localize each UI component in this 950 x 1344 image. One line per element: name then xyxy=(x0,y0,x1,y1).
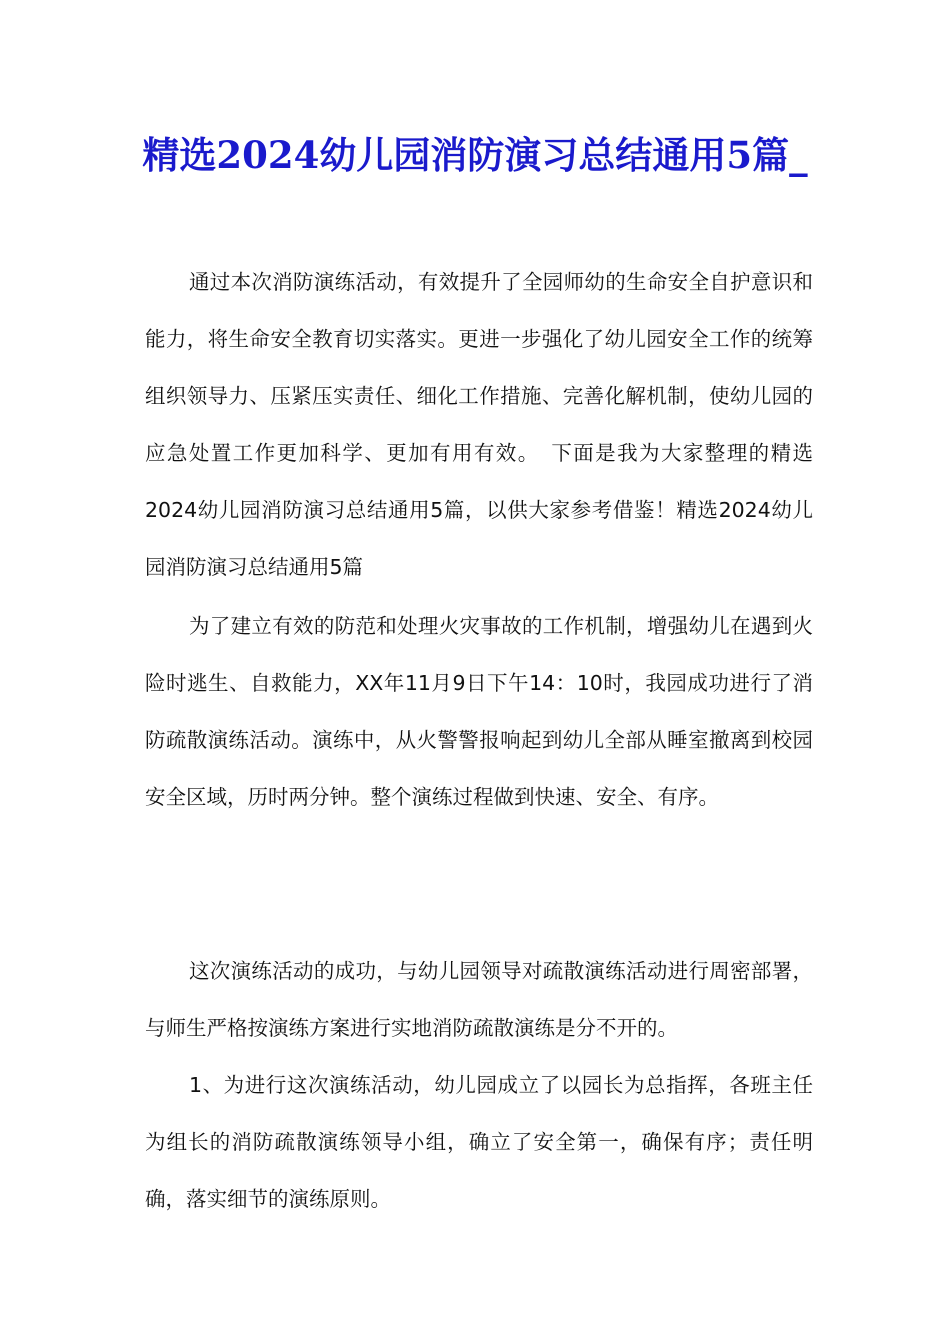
document-title: 精选2024幼儿园消防演习总结通用5篇_ xyxy=(142,133,808,177)
paragraph-success-reason: 这次演练活动的成功，与幼儿园领导对疏散演练活动进行周密部署，与师生严格按演练方案进行实地消防疏散演练是分不开的。 xyxy=(145,959,813,1040)
paragraph-drill-summary: 为了建立有效的防范和处理火灾事故的工作机制，增强幼儿在遇到火险时逃生、自救能力，XX年11月9日下午14：10时，我园成功进行了消防疏散演练活动。演练中，从火警警报响起到幼儿全部从睡室撤离到校园安全区域，历时两分钟。整个演练过程做到快速、安全、有序。 xyxy=(145,614,813,809)
paragraph-point-one: 1、为进行这次演练活动，幼儿园成立了以园长为总指挥，各班主任为组长的消防疏散演练领导小组，确立了安全第一，确保有序；责任明确，落实细节的演练原则。 xyxy=(145,1073,813,1211)
paragraph-intro: 通过本次消防演练活动，有效提升了全园师幼的生命安全自护意识和能力，将生命安全教育切实落实。更进一步强化了幼儿园安全工作的统筹组织领导力、压紧压实责任、细化工作措施、完善化解机制，使幼儿园的应急处置工作更加科学、更加有用有效。 下面是我为大家整理的精选2024幼儿园消防演习总结通用5篇，以供大家参考借鉴！精选2024幼儿园消防演习总结通用5篇 xyxy=(145,270,813,579)
